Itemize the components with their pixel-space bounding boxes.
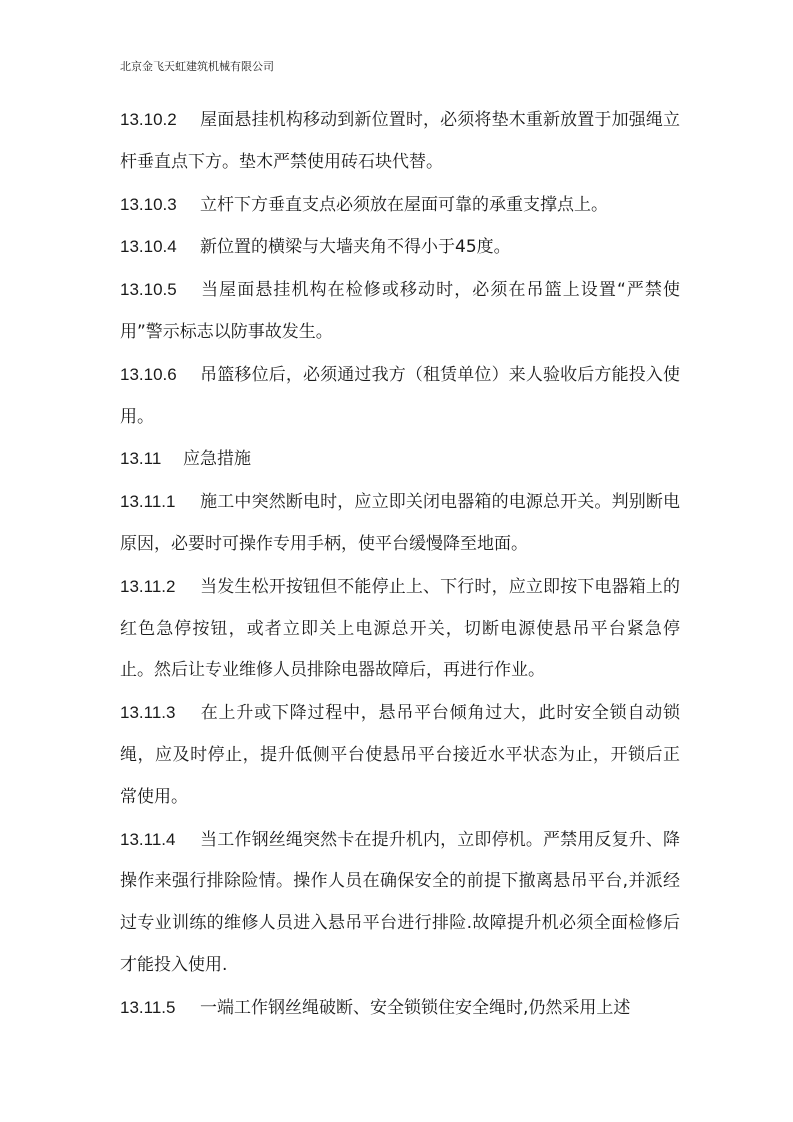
paragraph-13-10-2 xyxy=(120,99,680,184)
section-number: 13.10.2 xyxy=(120,110,177,129)
section-number: 13.10.5 xyxy=(120,280,177,300)
paragraph-13-10-3 xyxy=(120,184,680,227)
paragraph-text: 屋面悬挂机构移动到新位置时，必须将垫木重新放置于加强绳立杆垂直点下方。垫木严禁使用砖石块代替。 xyxy=(120,110,680,172)
paragraph-13-10-5 xyxy=(120,269,680,354)
paragraph-13-11-5 xyxy=(120,987,680,1030)
paragraph-text: 当发生松开按钮但不能停止上、下行时，应立即按下电器箱上的红色急停按钮，或者立即关上电源总开关，切断电源使悬吊平台紧急停止。然后让专业维修人员排除电器故障后，再进行作业。 xyxy=(120,576,680,681)
paragraph-text: 一端工作钢丝绳破断、安全锁锁住安全绳时,仍然采用上述 xyxy=(200,997,631,1018)
paragraph-text: 当工作钢丝绳突然卡在提升机内，立即停机。严禁用反复升、降操作来强行排除险情。操作人员在确保安全的前提下撤离悬吊平台,并派经过专业训练的维修人员进入悬吊平台进行排险.故障提升机必须全面检修后才能投入使用. xyxy=(120,829,680,975)
paragraph-text: 立杆下方垂直支点必须放在屋面可靠的承重支撑点上。 xyxy=(200,194,608,215)
paragraph-13-10-6 xyxy=(120,354,680,439)
section-number: 13.11.4 xyxy=(120,829,176,849)
paragraph-13-11-3 xyxy=(120,692,680,818)
paragraph-13-11-2 xyxy=(120,566,680,692)
document-body xyxy=(120,99,680,1030)
section-number: 13.10.4 xyxy=(120,237,177,257)
paragraph-text: 在上升或下降过程中，悬吊平台倾角过大，此时安全锁自动锁绳，应及时停止，提升低侧平台使悬吊平台接近水平状态为止，开锁后正常使用。 xyxy=(120,703,680,807)
paragraph-text: 新位置的横梁与大墙夹角不得小于45度。 xyxy=(200,237,511,258)
section-number: 13.11 xyxy=(120,449,162,469)
paragraph-text: 吊篮移位后，必须通过我方（租赁单位）来人验收后方能投入使用。 xyxy=(120,364,680,427)
section-number: 13.10.6 xyxy=(120,364,177,384)
paragraph-text: 当屋面悬挂机构在检修或移动时，必须在吊篮上设置“严禁使用”警示标志以防事故发生。 xyxy=(120,280,680,342)
section-title: 应急措施 xyxy=(183,449,251,470)
paragraph-13-11-1 xyxy=(120,481,680,566)
section-number: 13.10.3 xyxy=(120,194,177,214)
section-number: 13.11.1 xyxy=(120,492,176,512)
section-number: 13.11.2 xyxy=(120,576,176,596)
section-number: 13.11.5 xyxy=(120,997,176,1017)
paragraph-13-10-4 xyxy=(120,226,680,269)
section-number: 13.11.3 xyxy=(120,703,176,723)
paragraph-13-11-4 xyxy=(120,819,680,987)
paragraph-text: 施工中突然断电时，应立即关闭电器箱的电源总开关。判别断电原因，必要时可操作专用手柄，使平台缓慢降至地面。 xyxy=(120,492,680,554)
page-header: 北京金飞天虹建筑机械有限公司 xyxy=(120,60,274,73)
section-heading-13-11 xyxy=(120,438,680,481)
